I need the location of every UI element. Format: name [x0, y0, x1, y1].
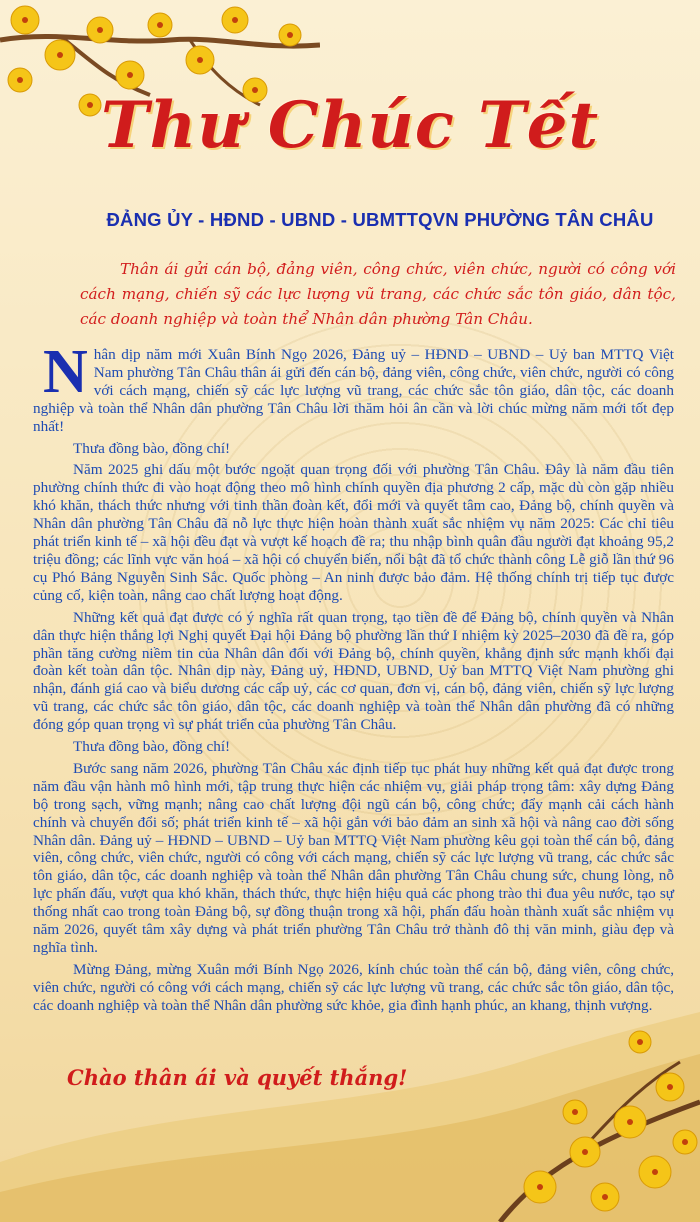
paragraph-wishes: Mừng Đảng, mừng Xuân mới Bính Ngọ 2026, kính chúc toàn thể cán bộ, đảng viên, công chức, viên chức, người có công với cách mạng, chiến sỹ các lực lượng vũ trang, các chức sắc tôn giáo, dân tộc, các doanh nghiệp và toàn thể Nhân dân phường sức khỏe, gia đình hạnh phúc, an khang, thịnh vượng. [33, 960, 674, 1014]
paragraph-results: Những kết quả đạt được có ý nghĩa rất quan trọng, tạo tiền đề để Đảng bộ, chính quyền và Nhân dân thực hiện thắng lợi Nghị quyết Đại hội Đảng bộ phường lần thứ I nhiệm kỳ 2025–2030 đã đề ra, góp phần tăng cường niềm tin của Nhân dân đối với Đảng bộ, chính quyền, khẳng định sức mạnh khối đại đoàn kết toàn dân tộc. Nhân dịp này, Đảng uỷ, HĐND, UBND, Uỷ ban MTTQ Việt Nam phường ghi nhận, đánh giá cao và biểu dương các cấp uỷ, các cơ quan, đơn vị, cán bộ, đảng viên, chiến sỹ lực lượng vũ trang, các chức sắc tôn giáo, dân tộc, các doanh nghiệp và toàn thể Nhân dân phường đã có những đóng góp quan trọng vì sự phát triển của phường Tân Châu. [33, 608, 674, 734]
closing-line: Chào thân ái và quyết thắng! [67, 1065, 408, 1090]
letter-title: Thư Chúc Tết [100, 88, 600, 163]
paragraph-2025: Năm 2025 ghi dấu một bước ngoặt quan trọng đối với phường Tân Châu. Đây là năm đầu tiên phường chính thức đi vào hoạt động theo mô hình chính quyền địa phương 2 cấp, mặc dù còn gặp nhiều khó khăn, thách thức nhưng với tinh thần đoàn kết, đổi mới và quyết tâm cao, Đảng bộ, chính quyền và Nhân dân phường Tân Châu đã nỗ lực thực hiện hoàn thành xuất sắc nhiệm vụ năm 2025: Các chỉ tiêu phát triển kinh tế – xã hội đều đạt và vượt kế hoạch đề ra; thu nhập bình quân đầu người đạt khoảng 95,2 triệu đồng; các lĩnh vực văn hoá – xã hội có chuyển biến, nổi bật đã tổ chức thành công Lễ giỗ lần thứ 96 cụ Phó Bảng Nguyễn Sinh Sắc. Quốc phòng – An ninh được bảo đảm. Hệ thống chính trị tiếp tục được củng cố, kiện toàn, nâng cao chất lượng hoạt động. [33, 461, 674, 604]
organization-heading: ĐẢNG ỦY - HĐND - UBND - UBMTTQVN PHƯỜNG TÂN CHÂU [106, 209, 654, 230]
drop-cap: N [43, 338, 88, 406]
address-line-1: Thưa đồng bào, đồng chí! [73, 439, 231, 457]
greeting-paragraph: Thân ái gửi cán bộ, đảng viên, công chức, viên chức, người có công với cách mạng, chiến sỹ các lực lượng vũ trang, các chức sắc tôn giáo, dân tộc, các doanh nghiệp và toàn thể Nhân dân phường Tân Châu. [80, 260, 676, 328]
letter-body [33, 338, 674, 1019]
intro-text: hân dịp năm mới Xuân Bính Ngọ 2026, Đảng uỷ – HĐND – UBND – Uỷ ban MTTQ Việt Nam phường Tân Châu thân ái gửi đến cán bộ, đảng viên, công chức, viên chức, người có công với cách mạng, chiến sỹ các lực lượng vũ trang, các chức sắc tôn giáo, dân tộc, các doanh nghiệp và toàn thể Nhân dân phường Tân Châu lời thăm hỏi ân cần và lời chúc mừng năm mới tốt đẹp nhất! [33, 346, 674, 435]
intro-paragraph [33, 338, 674, 436]
paragraph-2026: Bước sang năm 2026, phường Tân Châu xác định tiếp tục phát huy những kết quả đạt được trong năm đầu vận hành mô hình mới, tập trung thực hiện các nhiệm vụ, giải pháp trọng tâm: xây dựng Đảng bộ trong sạch, vững mạnh; nâng cao chất lượng đội ngũ cán bộ, công chức; đẩy mạnh cải cách hành chính và chuyển đổi số; phát triển kinh tế – xã hội gắn với bảo đảm an sinh xã hội và nâng cao đời sống Nhân dân. Đảng uỷ – HĐND – UBND – Uỷ ban MTTQ Việt Nam phường kêu gọi toàn thể cán bộ, đảng viên, công chức, viên chức, người có công với cách mạng, chiến sỹ các lực lượng vũ trang, các chức sắc tôn giáo, dân tộc, các doanh nghiệp và toàn thể Nhân dân phường Tân Châu chung sức, chung lòng, nỗ lực phấn đấu, vượt qua khó khăn, thách thức, thực hiện hiệu quả các phong trào thi đua yêu nước, tạo sự thống nhất cao trong toàn Đảng bộ, sự đồng thuận trong xã hội, phấn đấu hoàn thành xuất sắc nhiệm vụ năm 2026, quyết tâm xây dựng và phát triển phường Tân Châu trở thành đô thị văn minh, giàu đẹp và nghĩa tình. [33, 759, 674, 956]
address-line-2: Thưa đồng bào, đồng chí! [73, 738, 231, 756]
